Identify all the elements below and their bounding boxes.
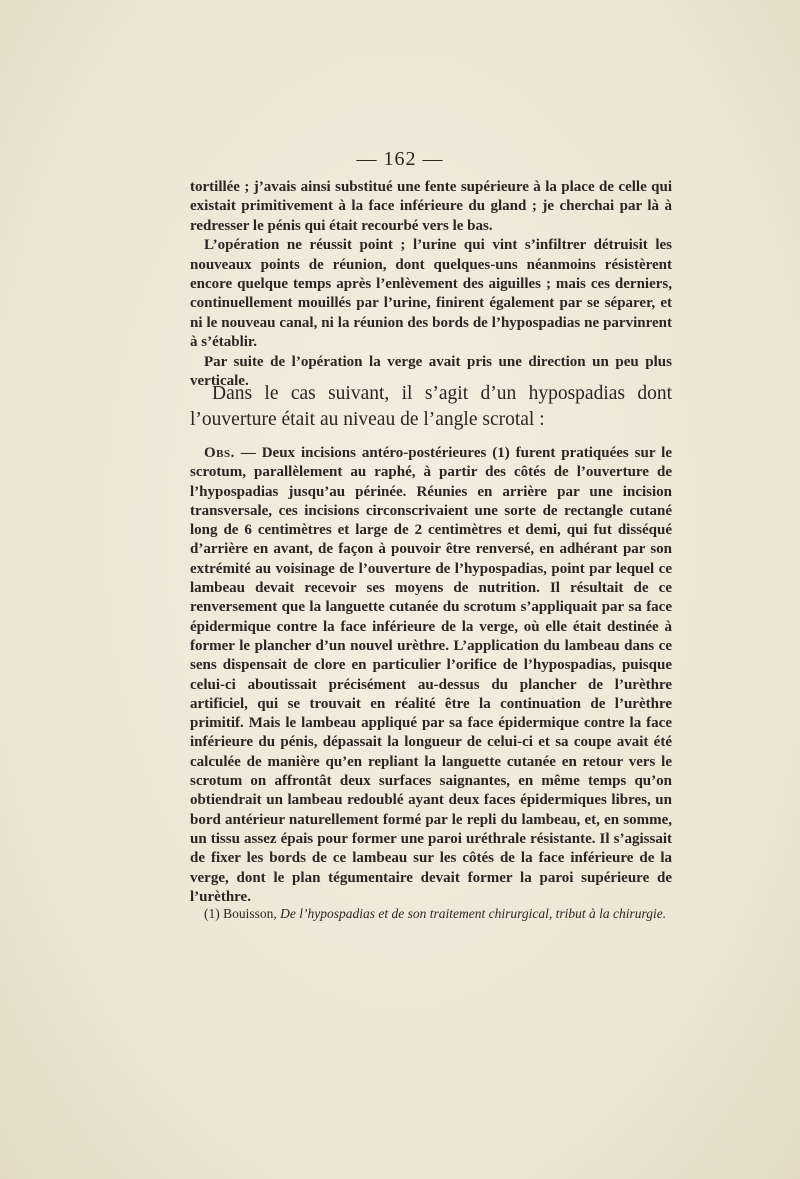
paragraph-2: L’opération ne réussit point ; l’urine qui vint s’infiltrer détruisit les nouveaux points de réunion, dont quelques-uns néanmoins résistèrent encore quelque temps après l’enlèvement des aiguilles ; mais ces derniers, continuellement mouillés par l’urine, finirent également par se séparer, et ni le nouveau canal, ni la réunion des bords de l’hypospadias ne parvinrent à s’établir. xyxy=(190,237,672,351)
intro-text xyxy=(190,178,672,391)
paragraph-3: Par suite de l’opération la verge avait pris une direction un peu plus verticale. xyxy=(190,353,672,390)
footnote xyxy=(190,904,672,923)
observation-label: Obs. xyxy=(204,445,235,461)
observation-paragraph xyxy=(190,444,672,907)
observation-block xyxy=(190,444,672,907)
footnote-number: (1) xyxy=(204,906,220,921)
observation-text: — Deux incisions antéro-postérieures (1) furent pratiquées sur le scrotum, parallèlement au raphé, à partir des côtés de l’ouverture de l’hypospadias jusqu’au périnée. Réunies en arrière par une incision transversale, ces incisions circonscrivaient une sorte de rectangle cutané long de 6 centimètres et large de 2 centimètres et demi, qui fut disséqué d’arrière en avant, de façon à pouvoir être renversé, en adhérant par son extrémité au voisinage de l’ouverture de l’hypospadias, point par lequel ce lambeau devait recevoir ses moyens de nutrition. Il résultait de ce renversement que la languette cutanée du scrotum s’appliquait par sa face épidermique contre la face inférieure de la verge, où elle était destinée à former le plancher d’un nouvel urèthre. L’application du lambeau dans ce sens dispensait de clore en particulier l’orifice de l’hypospadias, puisque celui-ci aboutissait précisément au-dessus du plancher de l’urèthre artificiel, qui se trouvait en réalité être la continuation de l’urèthre primitif. Mais le lambeau appliqué par sa face épidermique contre la face inférieure du pénis, dépassait la longueur de celui-ci et sa coupe avait été calculée de manière qu’en repliant la languette cutanée en retour vers le scrotum on affrontât deux surfaces saignantes, en même temps qu’on obtiendrait un lambeau redoublé ayant deux faces épidermiques libres, un bord antérieur naturellement formé par le repli du lambeau, et, en somme, un tissu assez épais pour former une paroi uréthrale résistante. Il s’agissait de fixer les bords de ce lambeau sur les côtés de la face inférieure de la verge, dont le plan tégumentaire devait former la paroi supérieure de l’urèthre. xyxy=(190,445,672,905)
page-number: — 162 — xyxy=(356,148,444,170)
paragraph-1: tortillée ; j’avais ainsi substitué une fente supérieure à la place de celle qui existait primitivement à la face inférieure du gland ; je cherchai par là à redresser le pénis qui était recourbé vers le bas. xyxy=(190,179,672,234)
footnote-author: Bouisson, xyxy=(219,906,281,921)
section-heading: Dans le cas suivant, il s’agit d’un hypospadias dont l’ouverture était au niveau de l’angle scrotal : xyxy=(190,383,672,430)
footnote-title: De l’hypospadias et de son traitement chirurgical, tribut à la chirurgie. xyxy=(280,906,667,921)
